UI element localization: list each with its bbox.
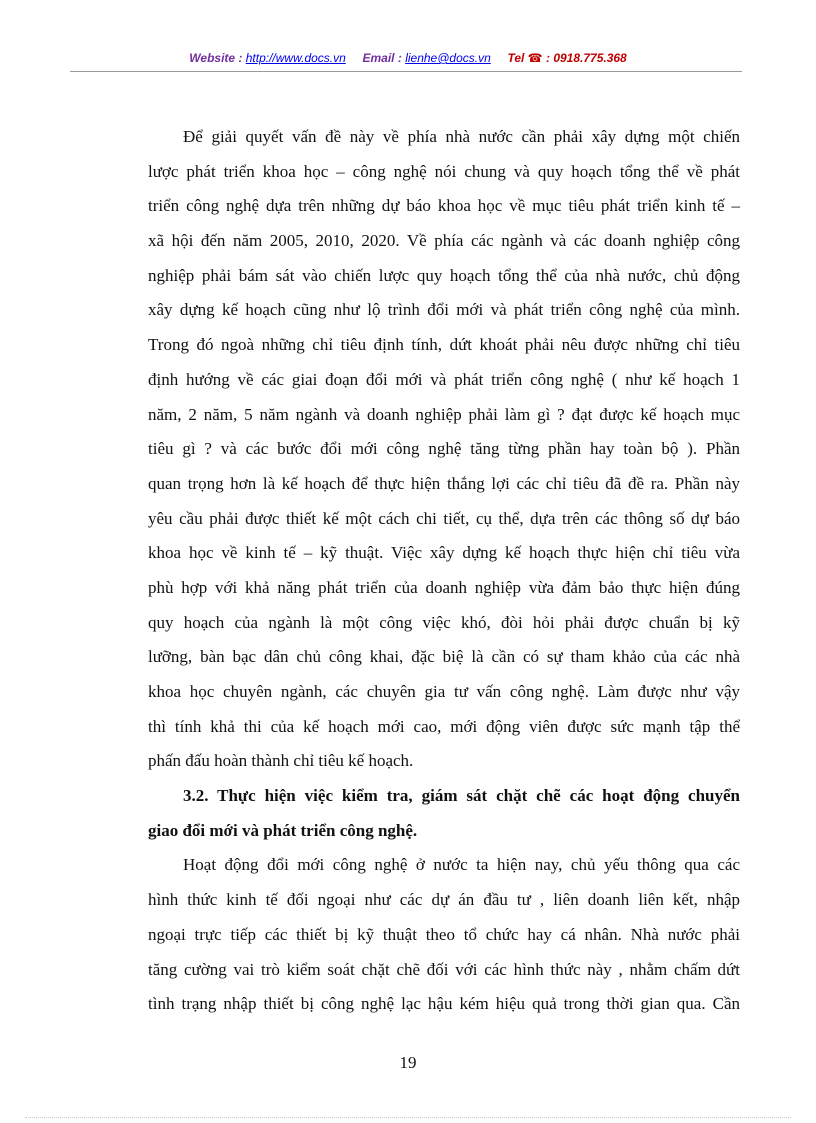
paragraph-line: ngoại trực tiếp các thiết bị kỹ thuật theo tổ chức hay cá nhân. Nhà nước phải bbox=[148, 924, 740, 944]
website-link[interactable]: http://www.docs.vn bbox=[245, 51, 346, 65]
document-body bbox=[148, 120, 740, 1022]
section-heading-line: giao đổi mới và phát triển công nghệ. bbox=[148, 820, 418, 840]
paragraph-line: quan trọng hơn là kế hoạch để thực hiện thắng lợi các chỉ tiêu đã đề ra. Phần này bbox=[148, 473, 740, 493]
paragraph-line: tiêu gì ? và các bước đổi mới công nghệ tăng từng phần hay toàn bộ ). Phần bbox=[148, 439, 740, 459]
paragraph-line: xã hội đến năm 2005, 2010, 2020. Về phía các ngành và các doanh nghiệp công bbox=[148, 231, 740, 251]
paragraph-line: tình trạng nhập thiết bị công nghệ lạc hậu kém hiệu quả trong thời gian qua. Cần bbox=[148, 994, 740, 1014]
paragraph-line: hình thức kinh tế đối ngoại như các dự án đầu tư , liên doanh liên kết, nhập bbox=[148, 890, 740, 910]
tel-number: 0918.775.368 bbox=[553, 51, 627, 65]
paragraph-line: Để giải quyết vấn đề này về phía nhà nước cần phải xây dựng một chiến bbox=[183, 127, 740, 146]
paragraph-line: triển công nghệ dựa trên những dự báo khoa học về mục tiêu phát triển kinh tế – bbox=[148, 196, 740, 216]
header-divider bbox=[70, 71, 742, 72]
paragraph-line: tăng cường vai trò kiểm soát chặt chẽ đối với các hình thức này , nhằm chấm dứt bbox=[148, 959, 740, 979]
paragraph-line: Hoạt động đổi mới công nghệ ở nước ta hiện nay, chủ yếu thông qua các bbox=[183, 855, 740, 875]
paragraph-line: định hướng về các giai đoạn đổi mới và phát triển công nghệ ( như kế hoạch 1 bbox=[148, 369, 740, 389]
paragraph-line: xây dựng kế hoạch cũng như lộ trình đổi mới và phát triển công nghệ của mình. bbox=[148, 300, 740, 320]
paragraph-line: khoa học chuyên ngành, các chuyên gia tư vấn công nghệ. Làm được như vậy bbox=[148, 682, 740, 701]
paragraph-line: nghiệp phải bám sát vào chiến lược quy hoạch tổng thể của nhà nước, chủ động bbox=[148, 265, 740, 285]
tel-label: Tel ☎ : bbox=[507, 51, 550, 65]
website-label: Website : bbox=[189, 51, 243, 65]
page-bottom-border bbox=[25, 1117, 791, 1118]
page-header bbox=[0, 51, 816, 65]
paragraph-line: quy hoạch của ngành là một công việc khó, đòi hỏi phải được chuẩn bị kỹ bbox=[148, 612, 740, 632]
paragraph-line: năm, 2 năm, 5 năm ngành và doanh nghiệp phải làm gì ? đạt được kế hoạch mục bbox=[148, 404, 740, 424]
paragraph-line: lược phát triển khoa học – công nghệ nói chung và quy hoạch tổng thể về phát bbox=[148, 161, 740, 181]
paragraph-line: phù hợp với khả năng phát triển của doanh nghiệp vừa đảm bảo thực hiện đúng bbox=[148, 577, 740, 597]
email-link[interactable]: lienhe@docs.vn bbox=[405, 51, 491, 65]
paragraph-line: khoa học về kinh tế – kỹ thuật. Việc xây dựng kế hoạch thực hiện chỉ tiêu vừa bbox=[148, 543, 740, 563]
paragraph-line: yêu cầu phải được thiết kế một cách chi tiết, cụ thể, dựa trên các thông số dự báo bbox=[148, 508, 740, 528]
paragraph-line: phấn đấu hoàn thành chỉ tiêu kế hoạch. bbox=[148, 751, 414, 771]
section-heading-line: 3.2. Thực hiện việc kiểm tra, giám sát chặt chẽ các hoạt động chuyển bbox=[183, 786, 740, 806]
paragraph-line: thì tính khả thi của kế hoạch mới cao, mới động viên được sức mạnh tập thể bbox=[148, 716, 740, 736]
paragraph-line: lưỡng, bàn bạc dân chủ công khai, đặc biệ là cần có sự tham khảo của các nhà bbox=[148, 647, 740, 667]
paragraph-line: Trong đó ngoà những chỉ tiêu định tính, dứt khoát phải nêu được những chỉ tiêu bbox=[148, 335, 740, 355]
page-number: 19 bbox=[399, 1053, 417, 1072]
email-label: Email : bbox=[362, 51, 402, 65]
